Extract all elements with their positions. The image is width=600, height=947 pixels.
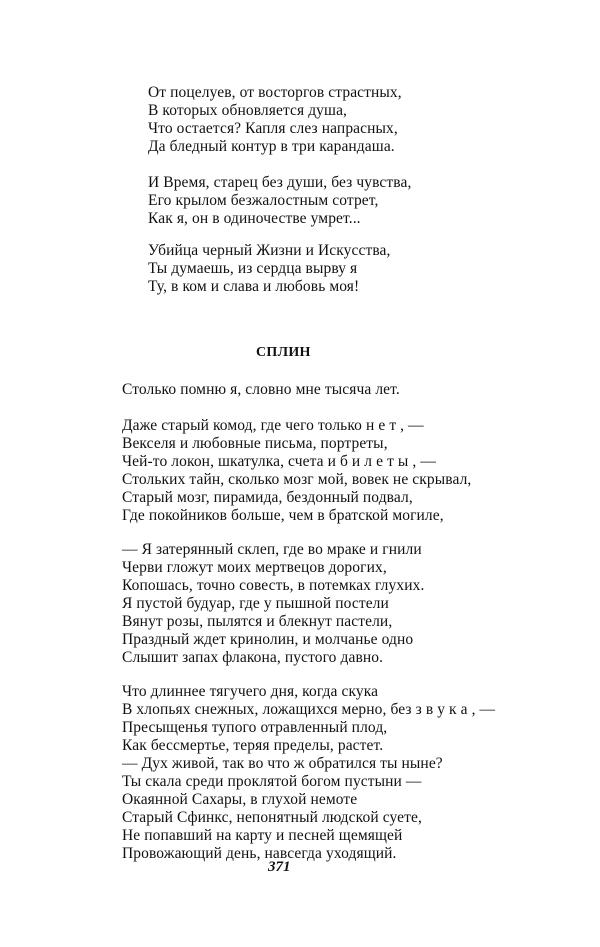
verse-line: Ты думаешь, из сердца вырву я bbox=[148, 260, 358, 277]
verse-line: Пресыщенья тупого отравленный плод, bbox=[122, 719, 388, 736]
verse-line: Праздный ждет кринолин, и молчанье одно bbox=[122, 631, 414, 648]
verse-line: Что остается? Капля слез напрасных, bbox=[148, 120, 398, 137]
verse-line: Да бледный контур в три карандаша. bbox=[148, 138, 395, 155]
verse-line: Ту, в ком и слава и любовь моя! bbox=[148, 278, 360, 295]
verse-line: Старый Сфинкс, непонятный людской суете, bbox=[122, 809, 422, 826]
verse-line: Стольких тайн, сколько мозг мой, вовек не скрывал, bbox=[122, 471, 472, 488]
verse-line: Я пустой будуар, где у пышной постели bbox=[122, 595, 389, 612]
verse-line: Что длиннее тягучего дня, когда скука bbox=[122, 683, 379, 700]
verse-line: Копошась, точно совесть, в потемках глухих. bbox=[122, 577, 425, 594]
verse-line: Векселя и любовные письма, портреты, bbox=[122, 435, 388, 452]
verse-line: В которых обновляется душа, bbox=[148, 102, 348, 119]
verse-line-intro: Столько помню я, словно мне тысяча лет. bbox=[122, 381, 400, 398]
verse-line: — Дух живой, так во что ж обратился ты ныне? bbox=[122, 755, 443, 772]
verse-line: Слышит запах флакона, пустого давно. bbox=[122, 649, 384, 666]
verse-line: — Я затерянный склеп, где во мраке и гнили bbox=[122, 541, 422, 558]
page-number: 371 bbox=[268, 859, 291, 875]
verse-line: Его крылом безжалостным сотрет, bbox=[148, 192, 379, 209]
verse-line: Черви гложут моих мертвецов дорогих, bbox=[122, 559, 387, 576]
verse-line: Где покойников больше, чем в братской могиле, bbox=[122, 507, 444, 524]
verse-line: Ты скала среди проклятой богом пустыни — bbox=[122, 773, 422, 790]
verse-line: Старый мозг, пирамида, бездонный подвал, bbox=[122, 489, 413, 506]
verse-line: Даже старый комод, где чего только н е т , — bbox=[122, 417, 424, 434]
verse-line: От поцелуев, от восторгов страстных, bbox=[148, 84, 402, 101]
verse-line: Провожающий день, навсегда уходящий. bbox=[122, 845, 397, 862]
verse-line: Не попавший на карту и песней щемящей bbox=[122, 827, 403, 844]
verse-line: И Время, старец без души, без чувства, bbox=[148, 174, 412, 191]
verse-line: Убийца черный Жизни и Искусства, bbox=[148, 242, 391, 259]
verse-line: Окаянной Сахары, в глухой немоте bbox=[122, 791, 358, 808]
verse-line: Как бессмертье, теряя пределы, растет. bbox=[122, 737, 384, 754]
verse-line: Как я, он в одиночестве умрет... bbox=[148, 210, 361, 227]
verse-line: Вянут розы, пылятся и блекнут пастели, bbox=[122, 613, 393, 630]
poem-title: СПЛИН bbox=[256, 345, 311, 360]
verse-line: Чей-то локон, шкатулка, счета и б и л е т ы , — bbox=[122, 453, 436, 470]
verse-line: В хлопьях снежных, ложащихся мерно, без з в у к а , — bbox=[122, 701, 496, 718]
